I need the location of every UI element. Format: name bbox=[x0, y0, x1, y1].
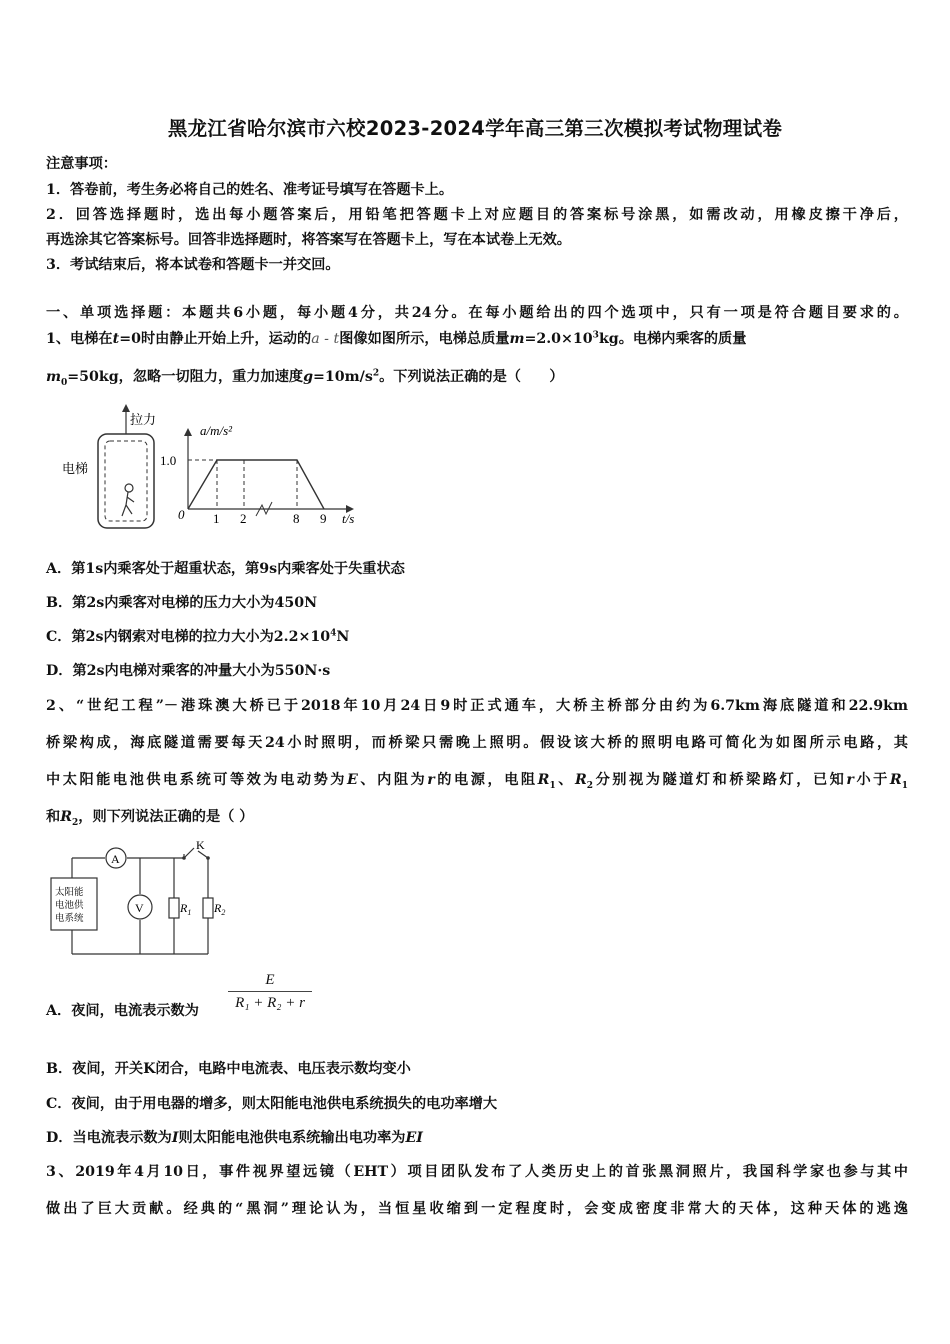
page-title: 黑龙江省哈尔滨市六校2023-2024学年高三第三次模拟考试物理试卷 bbox=[167, 117, 783, 140]
voltmeter-label: V bbox=[135, 901, 144, 915]
q2-option-a: A．夜间，电流表示数为 bbox=[46, 1003, 199, 1019]
ammeter-label: A bbox=[111, 852, 120, 866]
elevator-inner bbox=[105, 441, 147, 521]
source-label-2: 电池供 bbox=[55, 901, 84, 911]
q2-option-a-fraction bbox=[228, 972, 312, 1012]
q3-stem-line1: 3、2019年4月10日，事件视界望远镜（EHT）项目团队发布了人类历史上的首张黑洞照片，我国科学家也参与其中 bbox=[46, 1164, 908, 1180]
x-axis-label: t/s bbox=[342, 511, 355, 526]
x-tick-8: 8 bbox=[293, 511, 300, 526]
notice-item-2: 2．回答选择题时，选出每小题答案后，用铅笔把答题卡上对应题目的答案标号涂黑，如需改动，用橡皮擦干净后， bbox=[46, 207, 908, 223]
q3-stem-line2: 做出了巨大贡献。经典的“黑洞”理论认为，当恒星收缩到一定程度时，会变成密度非常大的天体，这种天体的逃逸 bbox=[46, 1201, 908, 1217]
source-label-3: 电系统 bbox=[55, 914, 84, 924]
switch-blade bbox=[184, 848, 194, 858]
fraction-denominator: R₁ + R₂ + r bbox=[235, 995, 305, 1011]
r2-label: $R_2$ bbox=[214, 901, 226, 917]
fraction-numerator: E bbox=[228, 972, 312, 992]
section-heading: 一、单项选择题：本题共6小题，每小题4分，共24分。在每小题给出的四个选项中，只有一项是符合题目要求的。 bbox=[46, 305, 908, 321]
notice-item-3: 3．考试结束后，将本试卷和答题卡一并交回。 bbox=[46, 257, 340, 273]
y-tick-label: 1.0 bbox=[160, 453, 177, 468]
q2-circuit-figure bbox=[46, 838, 246, 960]
resistor-r1 bbox=[169, 898, 179, 918]
x-tick-9: 9 bbox=[320, 511, 327, 526]
q2-option-b: B．夜间，开关K闭合，电路中电流表、电压表示数均变小 bbox=[46, 1061, 411, 1077]
q2-stem-line3: 中太阳能电池供电系统可等效为电动势为E、内阻为r的电源，电阻$R_1$、$R_2$分别视为隧道灯和桥梁路灯，已知r小于$R_1$ bbox=[46, 772, 908, 791]
y-axis-label: a/m/s² bbox=[200, 423, 233, 438]
q1-option-b: B．第2s内乘客对电梯的压力大小为450N bbox=[46, 595, 318, 611]
q2-stem-line2: 桥梁构成，海底隧道需要每天24小时照明，而桥梁只需晚上照明。假设该大桥的照明电路可简化为如图所示电路，其 bbox=[46, 735, 908, 751]
q1-stem-line2: $m_0=50kg$，忽略一切阻力，重力加速度$g=10m/s^2$。下列说法正确的是（ ） bbox=[46, 368, 564, 388]
resistor-r2 bbox=[203, 898, 213, 918]
elevator-label: 电梯 bbox=[62, 461, 89, 476]
origin-label: 0 bbox=[178, 507, 185, 522]
x-tick-2: 2 bbox=[240, 511, 247, 526]
q1-option-c: C．第2s内钢索对电梯的拉力大小为$2.2\times 10^4N$ bbox=[46, 628, 350, 645]
q1-stem-line1: 1、电梯在t=0时由静止开始上升，运动的a - t图像如图所示，电梯总质量$m=2.0\times 10^3kg$。电梯内乘客的质量 bbox=[46, 330, 747, 347]
y-axis-arrow bbox=[184, 428, 192, 436]
q2-option-c: C．夜间，由于用电器的增多，则太阳能电池供电系统损失的电功率增大 bbox=[46, 1096, 498, 1112]
notice-item-1: 1．答卷前，考生务必将自己的姓名、准考证号填写在答题卡上。 bbox=[46, 182, 454, 198]
notice-item-2-cont: 再选涂其它答案标号。回答非选择题时，将答案写在答题卡上，写在本试卷上无效。 bbox=[46, 232, 571, 248]
q1-option-a: A．第1s内乘客处于超重状态，第9s内乘客处于失重状态 bbox=[46, 561, 405, 577]
at-curve bbox=[188, 460, 324, 509]
passenger-icon bbox=[122, 484, 134, 516]
elevator-outline bbox=[98, 434, 154, 528]
q2-stem-line4: 和$R_2$，则下列说法正确的是（ ） bbox=[46, 809, 254, 828]
q2-option-d: D．当电流表示数为I则太阳能电池供电系统输出电功率为EI bbox=[46, 1130, 423, 1146]
q1-option-d: D．第2s内电梯对乘客的冲量大小为550N·s bbox=[46, 663, 331, 679]
q1-figure bbox=[60, 402, 370, 532]
source-label-1: 太阳能 bbox=[55, 888, 84, 898]
pull-label: 拉力 bbox=[130, 412, 157, 427]
q2-stem-line1: 2、“世纪工程”－港珠澳大桥已于2018年10月24日9时正式通车，大桥主桥部分由约为6.7km海底隧道和22.9km bbox=[46, 698, 908, 714]
pull-arrowhead bbox=[122, 404, 130, 412]
notice-heading: 注意事项： bbox=[46, 156, 117, 172]
r1-label: $R_1$ bbox=[180, 901, 192, 917]
x-tick-1: 1 bbox=[213, 511, 220, 526]
switch-label: K bbox=[196, 838, 205, 852]
